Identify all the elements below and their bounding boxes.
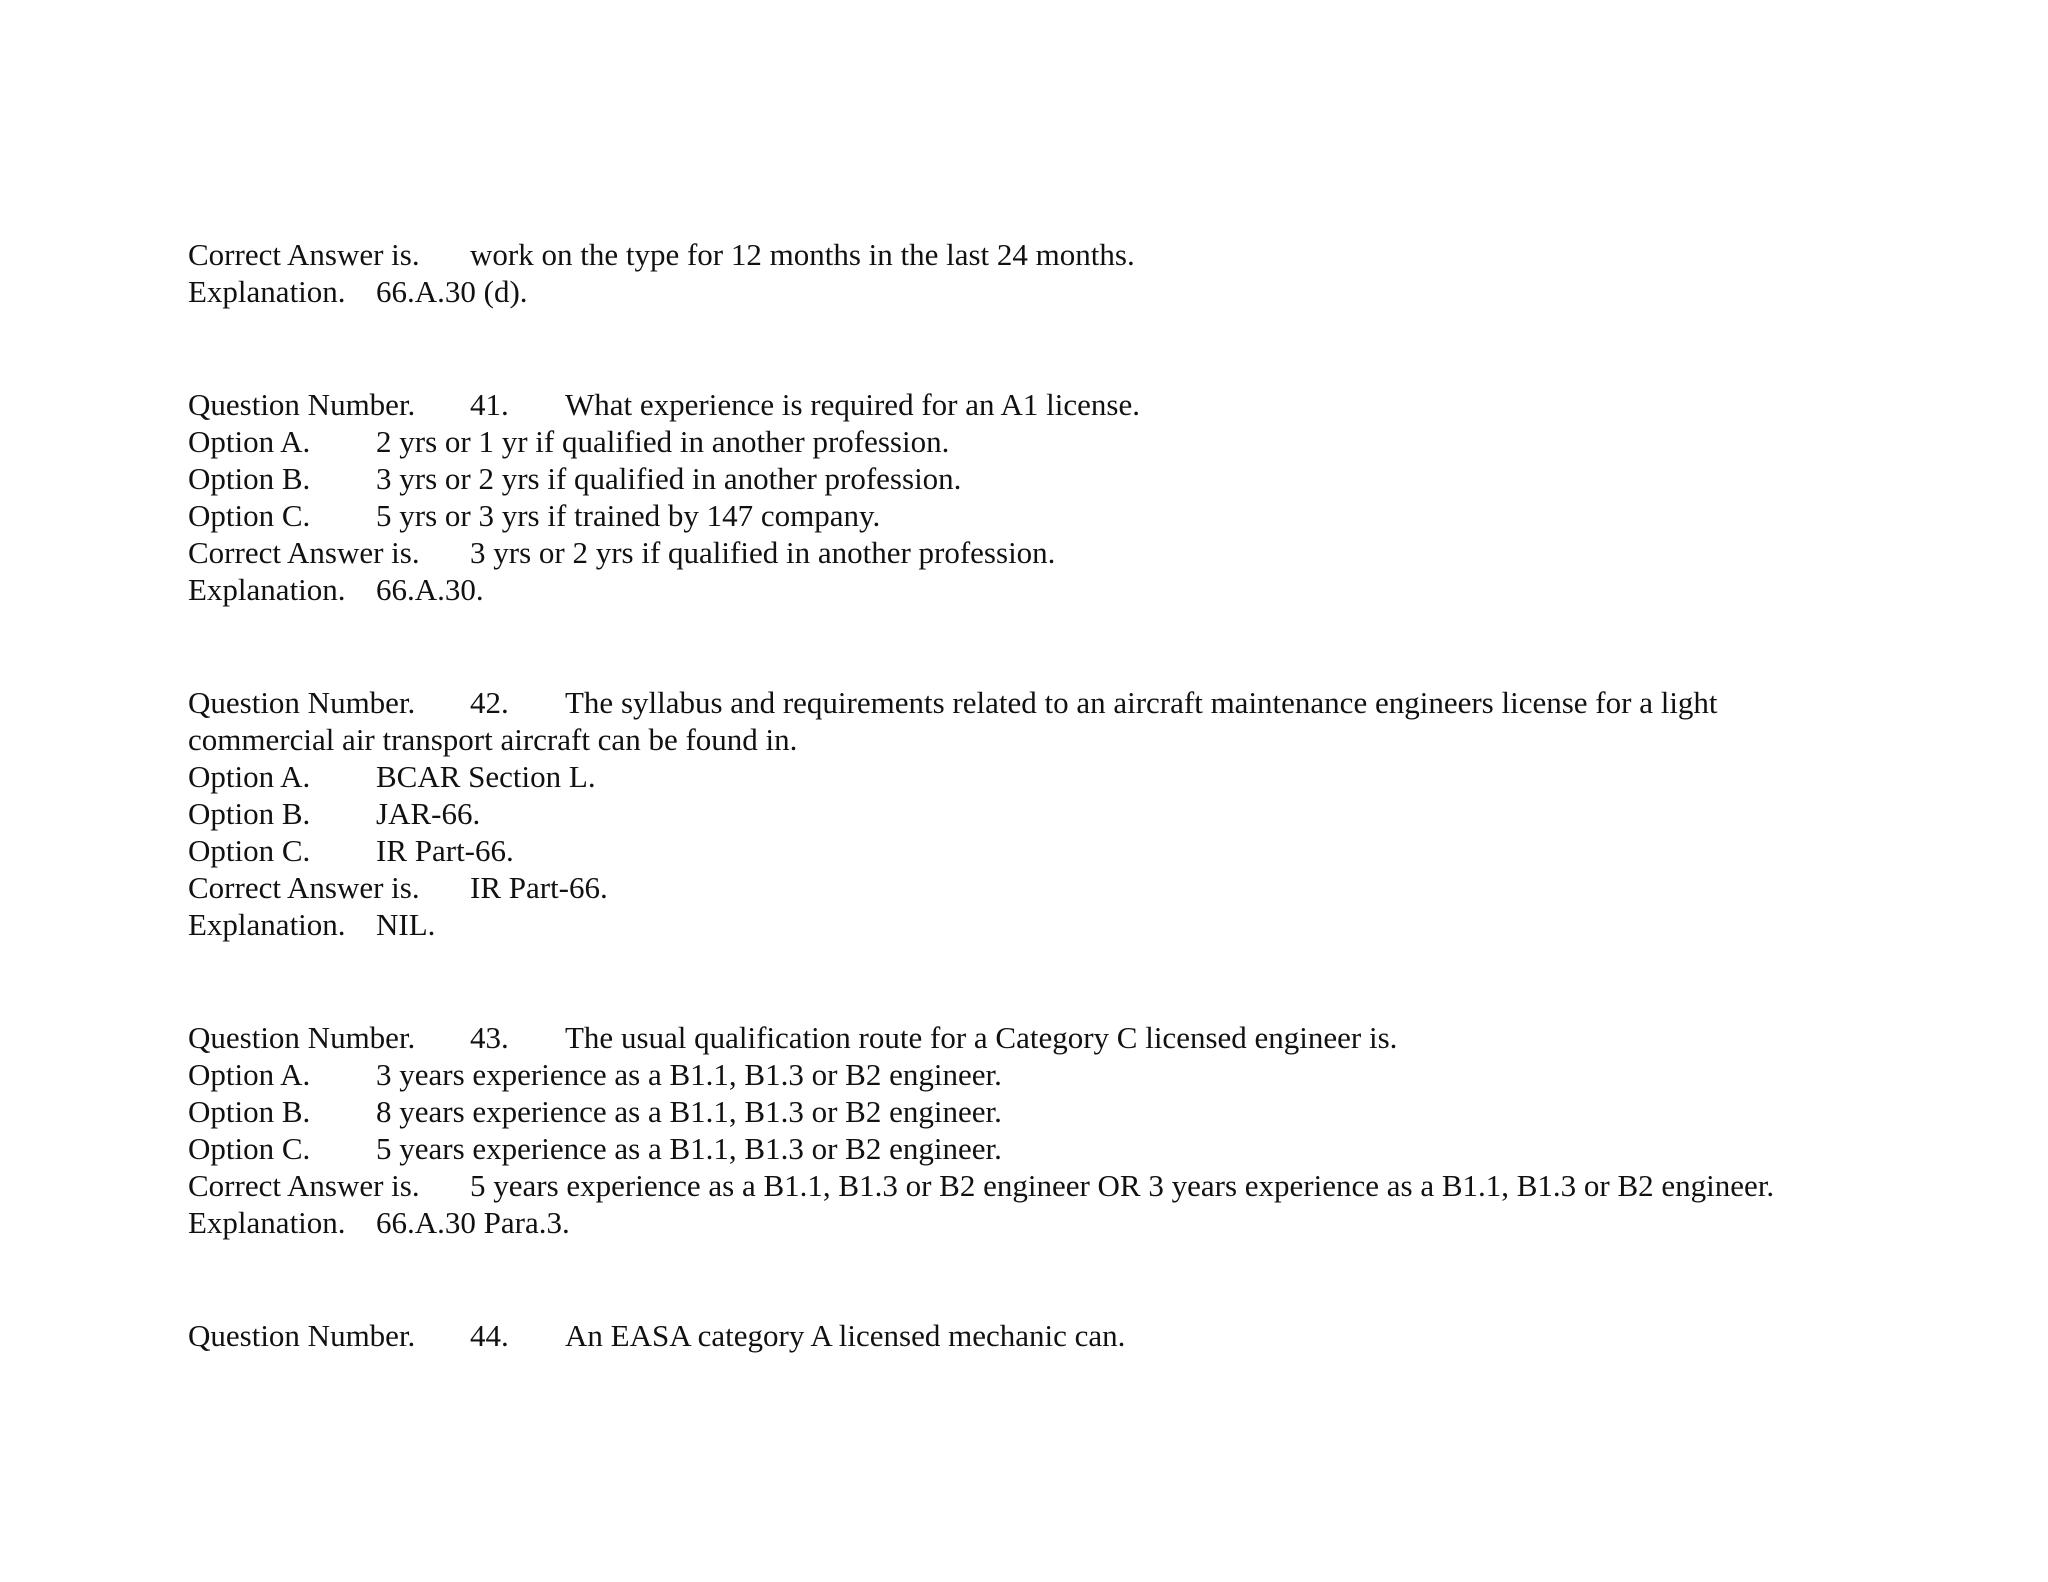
option-text: BCAR Section L. xyxy=(376,759,596,794)
question-number: 41. xyxy=(470,387,509,422)
question-number: 43. xyxy=(470,1020,509,1055)
correct-answer-label: Correct Answer is. xyxy=(188,535,420,570)
question-text-continued: commercial air transport aircraft can be found in. xyxy=(188,722,798,757)
correct-answer-text: work on the type for 12 months in the last 24 months. xyxy=(470,237,1135,272)
explanation-label: Explanation. xyxy=(188,907,346,942)
explanation-text: 66.A.30 Para.3. xyxy=(376,1205,570,1240)
option-text: 8 years experience as a B1.1, B1.3 or B2 engineer. xyxy=(376,1094,1002,1129)
option-text: 2 yrs or 1 yr if qualified in another profession. xyxy=(376,424,950,459)
explanation-text: 66.A.30. xyxy=(376,572,484,607)
question-text: The usual qualification route for a Category C licensed engineer is. xyxy=(565,1020,1398,1055)
correct-answer-text: 5 years experience as a B1.1, B1.3 or B2 engineer OR 3 years experience as a B1.1, B1.3 or B2 engineer. xyxy=(470,1168,1775,1203)
option-text: 5 years experience as a B1.1, B1.3 or B2 engineer. xyxy=(376,1131,1002,1166)
question-number-label: Question Number. xyxy=(188,1318,416,1353)
explanation-label: Explanation. xyxy=(188,572,346,607)
question-number-label: Question Number. xyxy=(188,387,416,422)
option-label: Option B. xyxy=(188,461,311,496)
option-text: IR Part-66. xyxy=(376,833,514,868)
explanation-label: Explanation. xyxy=(188,1205,346,1240)
option-label: Option A. xyxy=(188,1057,311,1092)
explanation-label: Explanation. xyxy=(188,274,346,309)
option-label: Option A. xyxy=(188,759,311,794)
correct-answer-label: Correct Answer is. xyxy=(188,870,420,905)
option-label: Option A. xyxy=(188,424,311,459)
option-label: Option C. xyxy=(188,833,311,868)
question-text: What experience is required for an A1 license. xyxy=(565,387,1140,422)
question-text: The syllabus and requirements related to an aircraft maintenance engineers license for a light xyxy=(565,685,1718,720)
correct-answer-label: Correct Answer is. xyxy=(188,1168,420,1203)
option-text: JAR-66. xyxy=(376,796,481,831)
correct-answer-text: IR Part-66. xyxy=(470,870,608,905)
explanation-text: 66.A.30 (d). xyxy=(376,274,528,309)
explanation-text: NIL. xyxy=(376,907,436,942)
correct-answer-text: 3 yrs or 2 yrs if qualified in another profession. xyxy=(470,535,1056,570)
question-number-label: Question Number. xyxy=(188,685,416,720)
question-number: 44. xyxy=(470,1318,509,1353)
question-number-label: Question Number. xyxy=(188,1020,416,1055)
option-text: 3 yrs or 2 yrs if qualified in another profession. xyxy=(376,461,962,496)
option-label: Option B. xyxy=(188,1094,311,1129)
question-number: 42. xyxy=(470,685,509,720)
question-text: An EASA category A licensed mechanic can. xyxy=(565,1318,1126,1353)
option-label: Option C. xyxy=(188,498,311,533)
option-label: Option C. xyxy=(188,1131,311,1166)
option-text: 5 yrs or 3 yrs if trained by 147 company. xyxy=(376,498,881,533)
option-text: 3 years experience as a B1.1, B1.3 or B2 engineer. xyxy=(376,1057,1002,1092)
correct-answer-label: Correct Answer is. xyxy=(188,237,420,272)
option-label: Option B. xyxy=(188,796,311,831)
